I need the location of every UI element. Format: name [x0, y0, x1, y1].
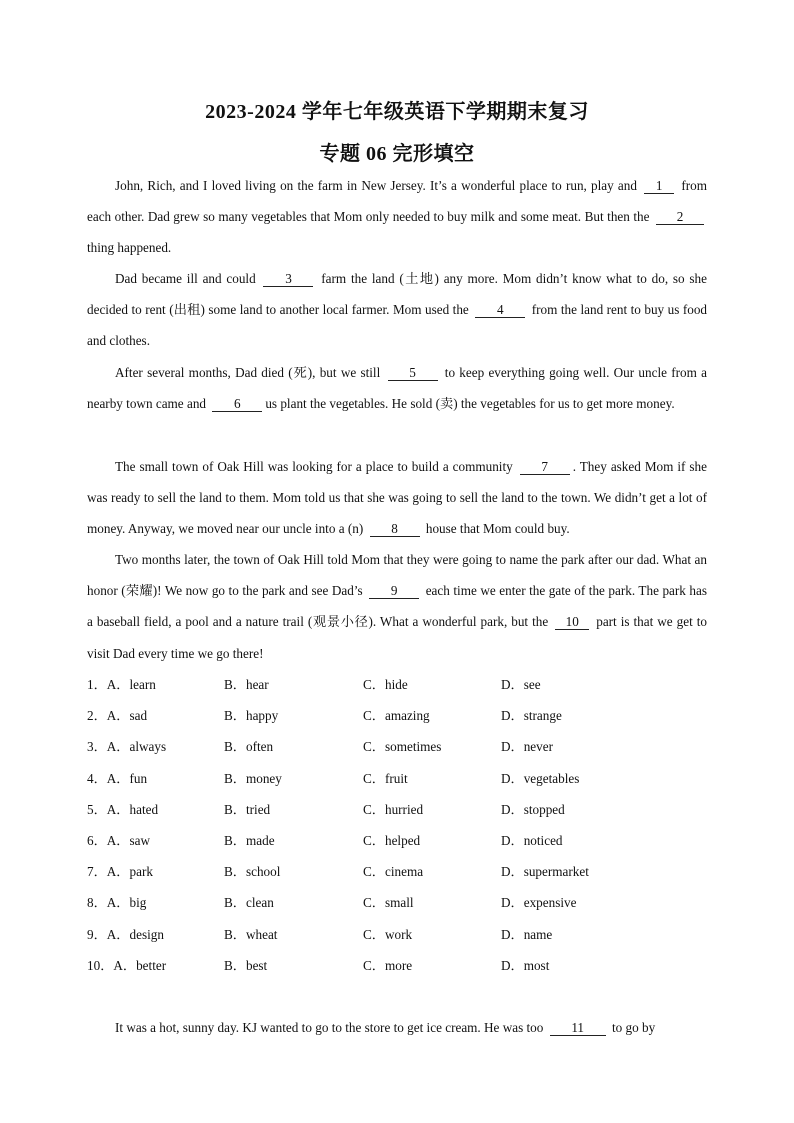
paragraph-text: each time we enter the gate of the park. The park has a baseball field, a pool and a nature trail (观景小径). What a wonderful park, but the: [87, 583, 708, 630]
option-a: 1．A．learn: [87, 677, 156, 692]
option-b: B．happy: [224, 708, 279, 724]
blank-5: 5: [388, 365, 438, 381]
option-b: B．money: [224, 770, 282, 786]
option-d: D．noticed: [501, 832, 563, 848]
option-row: [87, 669, 707, 700]
blank-8: 8: [370, 521, 420, 537]
blank-9: 9: [369, 583, 419, 599]
option-a: 9．A．design: [87, 926, 164, 942]
option-a: 3．A．always: [87, 739, 167, 755]
option-d: D．vegetables: [501, 770, 580, 786]
option-b: B．often: [224, 739, 274, 755]
option-c: C．work: [363, 926, 413, 942]
option-row: [87, 763, 707, 794]
option-b: B．best: [224, 957, 268, 973]
option-b: B．tried: [224, 801, 271, 817]
option-row: [87, 700, 707, 731]
paragraph-text: It was a hot, sunny day. KJ wanted to go to the store to get ice cream. He was too: [115, 1020, 544, 1035]
option-c: C．helped: [363, 832, 421, 848]
option-row: [87, 919, 707, 950]
paragraph-text: part is that we get to visit Dad every time we go there!: [87, 614, 708, 661]
option-row: [87, 794, 707, 825]
paragraph-4: [87, 451, 707, 545]
option-c: C．fruit: [363, 770, 408, 786]
paragraph-passage-2: [87, 1012, 707, 1043]
paragraph-1: [87, 170, 707, 264]
paragraph-text: Two months later, the town of Oak Hill told Mom that they were going to name the park after our dad. What an honor (荣耀)! We now go to the park and see Dad’s: [87, 552, 707, 599]
page-title: 2023-2024 学年七年级英语下学期期末复习: [205, 101, 589, 123]
option-c: C．sometimes: [363, 739, 442, 755]
paragraph-text: . They asked Mom if she was ready to sell the land to them. Mom told us that she was going to sell the land to the town. We didn’t get a lot of money. Anyway, we moved near our uncle into a (n): [87, 459, 707, 537]
option-b: B．hear: [224, 677, 269, 692]
paragraph-text: from each other. Dad grew so many vegetables that Mom only needed to buy milk and some meat. But then the: [87, 178, 708, 225]
paragraph-5: [87, 544, 707, 669]
paragraph-2: [87, 263, 707, 357]
paragraph-3: [87, 357, 707, 419]
option-c: C．cinema: [363, 864, 424, 880]
paragraph-text: John, Rich, and I loved living on the farm in New Jersey. It’s a wonderful place to run, play and: [115, 178, 637, 193]
option-row: [87, 950, 707, 981]
paragraph-text: The small town of Oak Hill was looking for a place to build a community: [115, 459, 513, 474]
option-row: [87, 825, 707, 856]
paragraph-text: thing happened.: [87, 240, 172, 256]
option-c: C．small: [363, 895, 414, 911]
option-d: D．supermarket: [501, 864, 589, 880]
option-d: D．strange: [501, 708, 562, 724]
blank-2: 2: [656, 209, 704, 225]
paragraph-text: After several months, Dad died (死), but we still: [115, 365, 381, 380]
blank-6: 6: [212, 396, 262, 412]
option-d: D．see: [501, 677, 541, 692]
page-subtitle: 专题 06 完形填空: [319, 143, 475, 165]
option-d: D．stopped: [501, 801, 565, 817]
option-a: 4．A．fun: [87, 770, 148, 786]
blank-7: 7: [520, 459, 570, 475]
paragraph-text: us plant the vegetables. He sold (卖) the vegetables for us to get more money.: [265, 396, 675, 412]
blank-11: 11: [550, 1020, 606, 1036]
paragraph-text: from the land rent to buy us food and clothes.: [87, 302, 708, 349]
option-b: B．clean: [224, 895, 274, 911]
paragraph-text: to go by: [611, 1020, 656, 1035]
option-row: [87, 731, 707, 762]
paragraph-text: farm the land (土地) any more. Mom didn’t know what to do, so she decided to rent (出租) some land to another local farmer. Mom used the: [87, 271, 707, 318]
blank-4: 4: [475, 302, 525, 318]
option-d: D．most: [501, 957, 550, 973]
option-c: C．amazing: [363, 708, 430, 724]
option-d: D．expensive: [501, 895, 577, 911]
option-b: B．school: [224, 864, 281, 880]
option-a: 2．A．sad: [87, 708, 148, 724]
blank-1: 1: [644, 178, 674, 194]
option-a: 7．A．park: [87, 864, 153, 880]
option-a: 10．A．better: [87, 957, 167, 973]
option-row: [87, 887, 707, 918]
option-a: 5．A．hated: [87, 801, 159, 817]
blank-3: 3: [263, 271, 313, 287]
option-d: D．never: [501, 739, 553, 755]
paragraph-text: to keep everything going well. Our uncle from a nearby town came and: [87, 365, 707, 412]
options-list: [87, 669, 707, 981]
option-b: B．made: [224, 832, 275, 848]
option-a: 8．A．big: [87, 895, 147, 911]
option-c: C．more: [363, 957, 413, 973]
option-b: B．wheat: [224, 926, 278, 942]
blank-10: 10: [555, 614, 589, 630]
option-c: C．hurried: [363, 801, 424, 817]
paragraph-text: Dad became ill and could: [115, 271, 256, 286]
option-a: 6．A．saw: [87, 832, 151, 848]
option-c: C．hide: [363, 677, 408, 692]
option-row: [87, 856, 707, 887]
option-d: D．name: [501, 926, 553, 942]
paragraph-text: house that Mom could buy.: [425, 521, 570, 537]
